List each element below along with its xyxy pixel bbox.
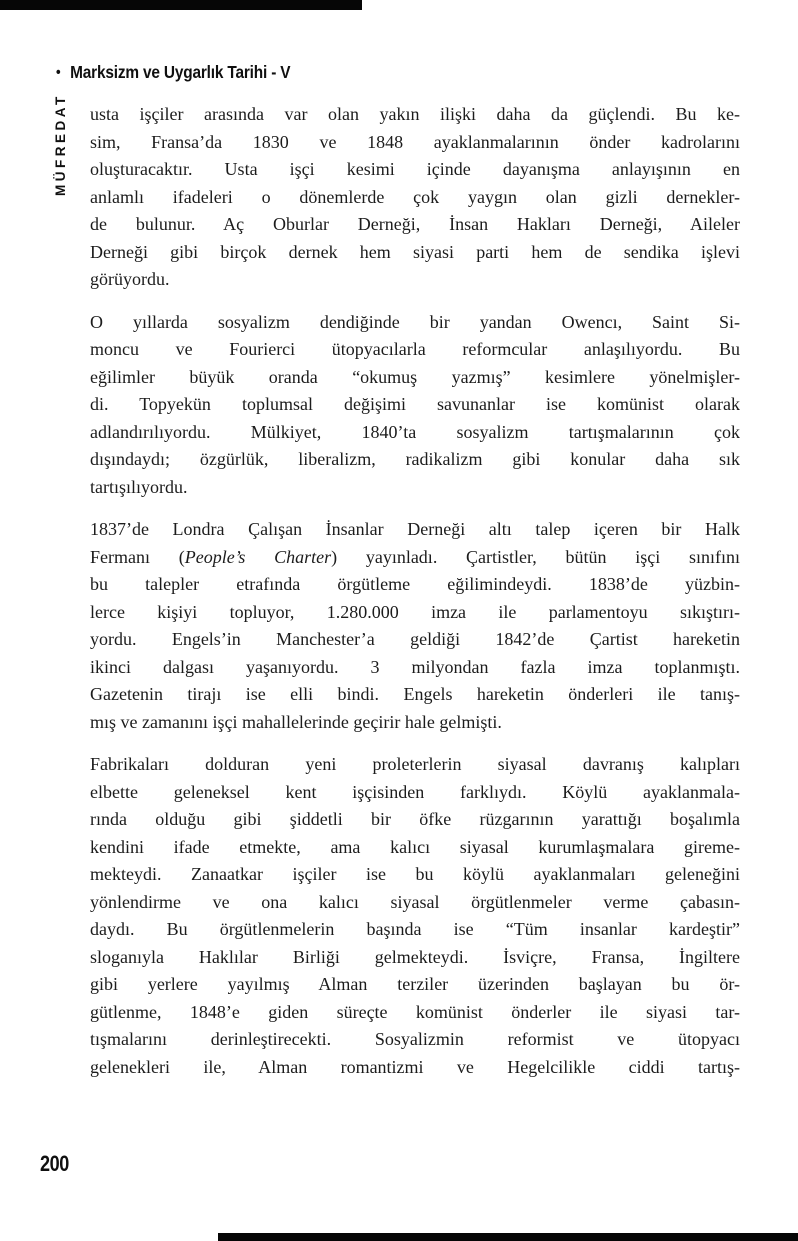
text-line: elbette geleneksel kent işçisinden farklıydı. Köylü ayaklanmala-: [90, 781, 740, 802]
text-line: eğilimler büyük oranda “okumuş yazmış” kesimlere yönelmişler-: [90, 366, 740, 387]
text-line: gelenekleri ile, Alman romantizmi ve Hegelcilikle ciddi tartış-: [90, 1056, 740, 1077]
text-line: Fermanı (People’s Charter) yayınladı. Çartistler, bütün işçi sınıfını: [90, 546, 740, 567]
body-text: [90, 101, 740, 1081]
paragraph: [90, 516, 740, 736]
text-line: oluşturacaktır. Usta işçi kesimi içinde dayanışma anlayışının en: [90, 159, 740, 179]
running-head: [56, 62, 290, 83]
text-line: kendini ifade etmekte, ama kalıcı siyasal kurumlaşmalara gireme-: [90, 836, 740, 857]
text-line: di. Topyekün toplumsal değişimi savunanlar ise komünist olarak: [90, 394, 740, 414]
text-line: daydı. Bu örgütlenmelerin başında ise “Tüm insanlar kardeştir”: [90, 919, 740, 939]
chapter-title: Marksizm ve Uygarlık Tarihi - V: [70, 62, 291, 82]
text-line: de bulunur. Aç Oburlar Derneği, İnsan Hakları Derneği, Aileler: [90, 214, 740, 234]
text-line: O yıllarda sosyalizm dendiğinde bir yandan Owencı, Saint Si-: [90, 311, 740, 332]
text-line: yönlendirme ve ona kalıcı siyasal örgütlenmeler verme çabasın-: [90, 891, 740, 912]
text-line: yordu. Engels’in Manchester’a geldiği 1842’de Çartist hareketin: [90, 629, 740, 649]
margin-label-mufredat: MÜFREDAT: [53, 93, 68, 196]
text-line: anlamlı ifadeleri o dönemlerde çok yaygın olan gizli dernekler-: [90, 186, 740, 207]
text-line: mekteydi. Zanaatkar işçiler ise bu köylü ayaklanmaları geleneğini: [90, 864, 740, 884]
text-line: bu talepler etrafında örgütleme eğilimindeydi. 1838’de yüzbin-: [90, 574, 740, 594]
text-line: Derneği gibi birçok dernek hem siyasi parti hem de sendika işlevi: [90, 241, 740, 262]
scan-edge-bar-bottom: [218, 1233, 798, 1241]
text-line: lerce kişiyi topluyor, 1.280.000 imza ile parlamentoyu sıkıştırı-: [90, 601, 740, 622]
text-line: tartışılıyordu.: [90, 476, 188, 497]
text-line: usta işçiler arasında var olan yakın ilişki daha da güçlendi. Bu ke-: [90, 104, 740, 124]
text-line: sloganıyla Haklılar Birliği gelmekteydi. İsviçre, Fransa, İngiltere: [90, 946, 740, 967]
paragraph: [90, 751, 740, 1081]
text-line: adlandırılıyordu. Mülkiyet, 1840’ta sosyalizm tartışmalarının çok: [90, 421, 740, 442]
text-line: rında olduğu gibi şiddetli bir öfke rüzgarının yarattığı boşalımla: [90, 809, 740, 829]
text-line: mış ve zamanını işçi mahallelerinde geçirir hale gelmişti.: [90, 711, 502, 732]
scan-edge-bar-top: [0, 0, 362, 10]
page-number: 200: [40, 1151, 69, 1176]
text-line: moncu ve Fourierci ütopyacılarla reformcular anlaşılıyordu. Bu: [90, 339, 740, 359]
text-line: görüyordu.: [90, 269, 170, 289]
text-line: ikinci dalgası yaşanıyordu. 3 milyondan fazla imza toplanmıştı.: [90, 656, 740, 677]
text-line: Fabrikaları dolduran yeni proleterlerin siyasal davranış kalıpları: [90, 754, 740, 774]
text-line: Gazetenin tirajı ise elli bindi. Engels hareketin önderleri ile tanış-: [90, 684, 740, 704]
text-line: tışmalarını derinleştirecekti. Sosyalizmin reformist ve ütopyacı: [90, 1029, 740, 1049]
paragraph: [90, 101, 740, 294]
text-line: sim, Fransa’da 1830 ve 1848 ayaklanmalarının önder kadrolarını: [90, 131, 740, 152]
text-line: 1837’de Londra Çalışan İnsanlar Derneği altı talep içeren bir Halk: [90, 519, 740, 539]
text-line: gibi yerlere yayılmış Alman terziler üzerinden başlayan bu ör-: [90, 974, 740, 994]
text-line: dışındaydı; özgürlük, liberalizm, radikalizm gibi konular daha sık: [90, 449, 740, 469]
paragraph: [90, 309, 740, 502]
text-line: gütlenme, 1848’e giden süreçte komünist önderler ile siyasi tar-: [90, 1001, 740, 1022]
bullet-icon: •: [56, 64, 61, 81]
